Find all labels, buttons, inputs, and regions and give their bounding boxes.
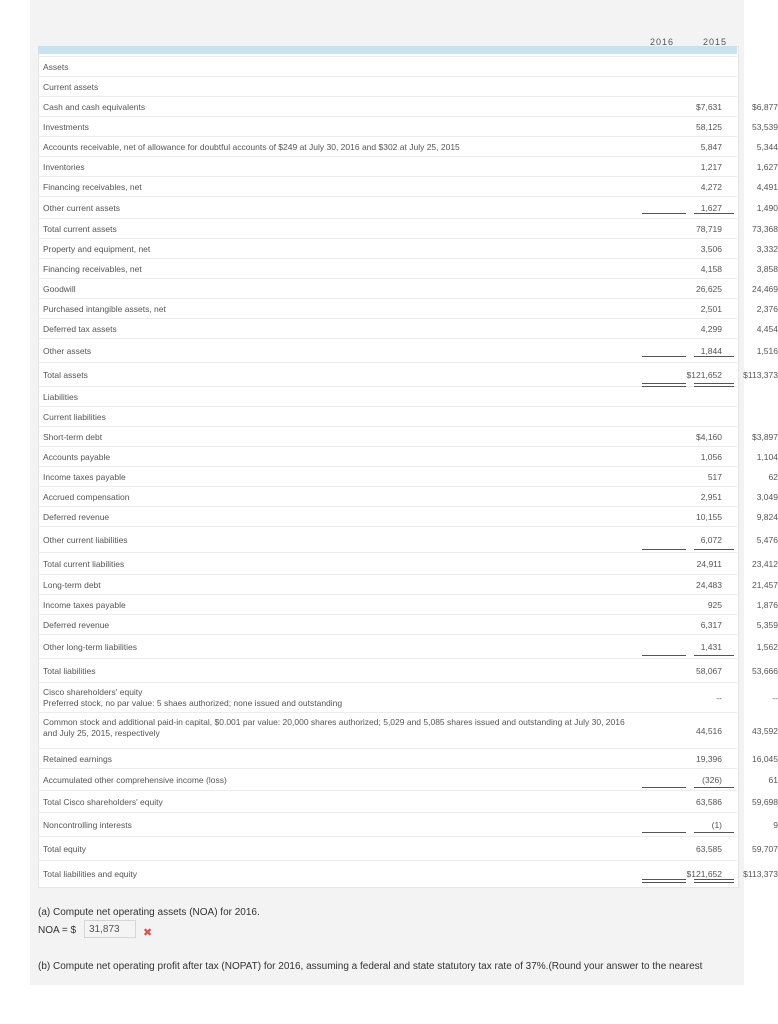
- value-2016: 1,217: [700, 162, 722, 172]
- row-label: Other current liabilities: [43, 535, 128, 545]
- statement-row: [38, 258, 778, 278]
- row-label: Property and equipment, net: [43, 244, 151, 254]
- statement-row: [38, 338, 778, 362]
- value-2015: 53,539: [752, 122, 778, 132]
- row-label: Deferred tax assets: [43, 324, 117, 334]
- row-label: Cash and cash equivalents: [43, 102, 146, 112]
- value-2016: 5,847: [700, 142, 722, 152]
- value-2015: 23,412: [752, 559, 778, 569]
- statement-row: [38, 790, 778, 812]
- value-2015: 3,332: [756, 244, 778, 254]
- value-2015: 21,457: [752, 580, 778, 590]
- value-2016: 58,125: [696, 122, 722, 132]
- total-double-rule: [642, 383, 686, 384]
- row-label: Common stock and additional paid-in capital, $0.001 par value: 20,000 shares authorized; 5,029 and 5,085 shares issued and outstanding at July 30, 2016 and July 25, 2015, respectively: [43, 717, 625, 738]
- value-2015: 9: [773, 820, 778, 830]
- value-2015: 5,344: [756, 142, 778, 152]
- value-2016: 2,951: [700, 492, 722, 502]
- x-icon: ✖: [143, 927, 153, 939]
- statement-row: [38, 614, 778, 634]
- subtotal-rule: [642, 655, 686, 656]
- subtotal-rule: [642, 787, 686, 788]
- value-2016: 6,317: [700, 620, 722, 630]
- row-label: Liabilities: [43, 392, 78, 402]
- year-2015-header: 2015: [703, 37, 728, 47]
- row-label: Purchased intangible assets, net: [43, 304, 166, 314]
- statement-row: [38, 362, 778, 386]
- value-2015: 1,490: [756, 203, 778, 213]
- value-2015: $113,373: [743, 370, 778, 380]
- value-2016: 1,431: [700, 642, 722, 652]
- value-2016: (326): [702, 775, 722, 785]
- value-2016: 1,056: [700, 452, 722, 462]
- value-2015: 61: [768, 775, 778, 785]
- value-2016: 63,585: [696, 844, 722, 854]
- value-2016: 4,272: [700, 182, 722, 192]
- value-2016: --: [716, 693, 722, 703]
- row-label: Current assets: [43, 82, 99, 92]
- value-2015: --: [772, 693, 778, 703]
- value-2016: 26,625: [696, 284, 722, 294]
- value-2015: $3,897: [752, 432, 778, 442]
- value-2015: 1,627: [756, 162, 778, 172]
- value-2016: 24,911: [696, 559, 722, 569]
- value-2015: 1,104: [756, 452, 778, 462]
- statement-row: [38, 574, 778, 594]
- row-label: Accounts receivable, net of allowance for doubtful accounts of $249 at July 30, 2016 and $302 at July 25, 2015: [43, 142, 460, 152]
- statement-row: [38, 298, 778, 318]
- statement-row: [38, 658, 778, 682]
- row-sublabel: Preferred stock, no par value: 5 shaes authorized; none issued and outstanding: [43, 698, 343, 708]
- row-label: Assets: [43, 62, 69, 72]
- value-2015: 53,666: [752, 666, 778, 676]
- noa-answer-input[interactable]: [84, 920, 136, 938]
- value-2016: 2,501: [700, 304, 722, 314]
- row-label: Goodwill: [43, 284, 76, 294]
- value-2015: 5,476: [756, 535, 778, 545]
- subtotal-rule: [694, 356, 734, 357]
- statement-row: [38, 836, 778, 860]
- value-2015: 3,858: [756, 264, 778, 274]
- total-double-rule: [642, 882, 686, 883]
- value-2016: 58,067: [696, 666, 722, 676]
- row-label: Other current assets: [43, 203, 121, 213]
- statement-row: [38, 56, 737, 76]
- subtotal-rule: [642, 213, 686, 214]
- row-label: Total assets: [43, 370, 88, 380]
- value-2016: $7,631: [696, 102, 722, 112]
- value-2015: 59,698: [752, 797, 778, 807]
- value-2016: 3,506: [700, 244, 722, 254]
- row-label: Total current assets: [43, 224, 117, 234]
- value-2016: 19,396: [696, 754, 722, 764]
- statement-row: [38, 406, 737, 426]
- value-2015: 73,368: [752, 224, 778, 234]
- value-2015: $113,373: [743, 869, 778, 879]
- row-label: Deferred revenue: [43, 620, 110, 630]
- value-2016: 10,155: [696, 512, 722, 522]
- row-label: Noncontrolling interests: [43, 820, 132, 830]
- subtotal-rule: [642, 832, 686, 833]
- value-2015: 1,876: [756, 600, 778, 610]
- statement-row: [38, 486, 778, 506]
- row-label: Other long-term liabilities: [43, 642, 138, 652]
- subtotal-rule: [694, 549, 734, 550]
- value-2015: 9,824: [756, 512, 778, 522]
- row-label: Long-term debt: [43, 580, 101, 590]
- row-label: Inventories: [43, 162, 85, 172]
- value-2015: 4,491: [756, 182, 778, 192]
- value-2016: (1): [711, 820, 722, 830]
- subtotal-rule: [694, 832, 734, 833]
- value-2015: 1,562: [756, 642, 778, 652]
- statement-row: [38, 196, 778, 218]
- value-2015: 1,516: [756, 346, 778, 356]
- question-b-text: (b) Compute net operating profit after tax (NOPAT) for 2016, assuming a federal and state statutory tax rate of 37%.(Round your answer to the nearest: [38, 961, 703, 972]
- statement-row: [38, 526, 778, 552]
- value-2016: 44,516: [696, 726, 722, 736]
- value-2016: 24,483: [696, 580, 722, 590]
- row-label: Total equity: [43, 844, 86, 854]
- row-label: Investments: [43, 122, 89, 132]
- total-double-rule: [694, 879, 734, 880]
- row-label: Income taxes payable: [43, 472, 126, 482]
- row-label: Income taxes payable: [43, 600, 126, 610]
- statement-row: [38, 712, 778, 748]
- value-2015: 5,359: [756, 620, 778, 630]
- subtotal-rule: [694, 787, 734, 788]
- value-2015: 4,454: [756, 324, 778, 334]
- value-2015: 16,045: [752, 754, 778, 764]
- row-label: Financing receivables, net: [43, 182, 142, 192]
- value-2016: 925: [707, 600, 722, 610]
- value-2015: 59,707: [752, 844, 778, 854]
- value-2016: 4,299: [700, 324, 722, 334]
- total-double-rule: [694, 386, 734, 387]
- row-label: Current liabilities: [43, 412, 106, 422]
- statement-row: [38, 116, 778, 136]
- value-2016: 517: [707, 472, 722, 482]
- statement-row: [38, 634, 778, 658]
- statement-row: [38, 238, 778, 258]
- row-label: Total liabilities and equity: [43, 869, 138, 879]
- row-label: Financing receivables, net: [43, 264, 142, 274]
- statement-row: [38, 386, 737, 406]
- value-2016: $4,160: [696, 432, 722, 442]
- total-double-rule: [694, 383, 734, 384]
- statement-row: [38, 136, 778, 156]
- statement-row: [38, 96, 778, 116]
- value-2016: $121,652: [686, 370, 722, 380]
- statement-row: [38, 318, 778, 338]
- statement-row: [38, 552, 778, 574]
- subtotal-rule: [642, 356, 686, 357]
- statement-row: [38, 176, 778, 196]
- total-double-rule: [642, 386, 686, 387]
- statement-row: [38, 748, 778, 768]
- noa-label: NOA = $: [38, 925, 77, 936]
- row-label: Deferred revenue: [43, 512, 110, 522]
- row-label: Total liabilities: [43, 666, 96, 676]
- statement-row: [38, 466, 778, 486]
- year-2016-header: 2016: [650, 37, 675, 47]
- statement-row: [38, 682, 778, 712]
- value-2016: 1,627: [700, 203, 722, 213]
- statement-row: [38, 156, 778, 176]
- balance-sheet-header: [38, 46, 737, 54]
- row-label: Short-term debt: [43, 432, 103, 442]
- value-2016: 63,586: [696, 797, 722, 807]
- subtotal-rule: [694, 213, 734, 214]
- statement-row: [38, 594, 778, 614]
- statement-row: [38, 278, 778, 298]
- row-label: Other assets: [43, 346, 92, 356]
- statement-row: [38, 426, 778, 446]
- statement-row: [38, 768, 778, 790]
- statement-row: [38, 812, 778, 836]
- row-label: Total current liabilities: [43, 559, 125, 569]
- statement-row: [38, 218, 778, 238]
- row-label: Cisco shareholders' equity: [43, 687, 143, 697]
- statement-row: [38, 446, 778, 466]
- value-2016: $121,652: [686, 869, 722, 879]
- value-2016: 78,719: [696, 224, 722, 234]
- subtotal-rule: [642, 549, 686, 550]
- statement-row: [38, 860, 778, 886]
- value-2015: 24,469: [752, 284, 778, 294]
- row-label: Retained earnings: [43, 754, 112, 764]
- question-a-text: (a) Compute net operating assets (NOA) for 2016.: [38, 907, 260, 918]
- value-2016: 4,158: [700, 264, 722, 274]
- value-2015: 3,049: [756, 492, 778, 502]
- subtotal-rule: [694, 655, 734, 656]
- total-double-rule: [694, 882, 734, 883]
- statement-row: [38, 506, 778, 526]
- total-double-rule: [642, 879, 686, 880]
- row-label: Total Cisco shareholders' equity: [43, 797, 163, 807]
- value-2016: 6,072: [700, 535, 722, 545]
- value-2015: $6,877: [752, 102, 778, 112]
- value-2016: 1,844: [700, 346, 722, 356]
- row-label: Accrued compensation: [43, 492, 130, 502]
- value-2015: 43,592: [752, 726, 778, 736]
- statement-row: [38, 76, 737, 96]
- value-2015: 2,376: [756, 304, 778, 314]
- value-2015: 62: [768, 472, 778, 482]
- row-label: Accumulated other comprehensive income (loss): [43, 775, 227, 785]
- row-label: Accounts payable: [43, 452, 111, 462]
